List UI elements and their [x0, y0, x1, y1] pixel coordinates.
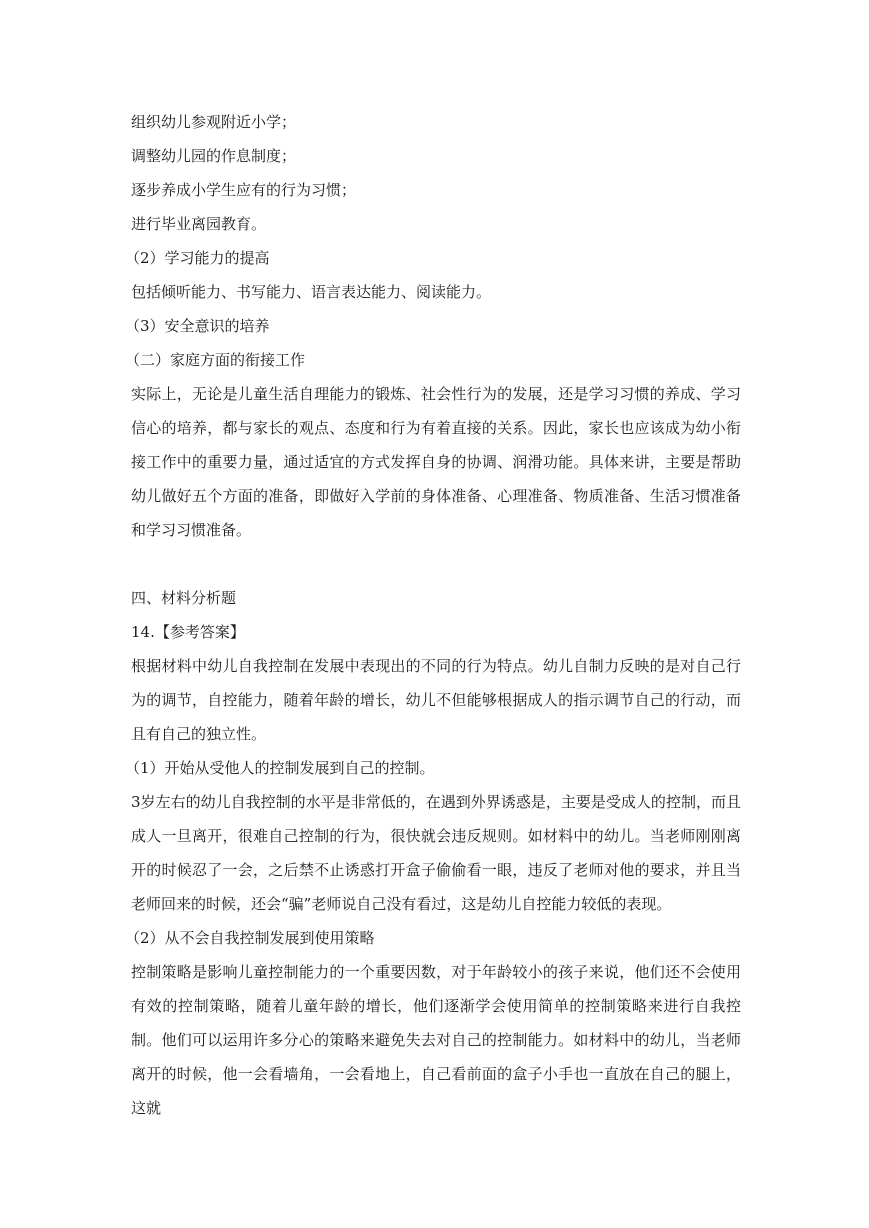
- answer-label: 14.【参考答案】: [131, 623, 245, 641]
- paragraph-family: 实际上，无论是儿童生活自理能力的锻炼、社会性行为的发展，还是学习习惯的养成、学习信心的培养，都与家长的观点、态度和行为有着直接的关系。因此，家长也应该成为幼小衔接工作中的重要力量，通过适宜的方式发挥自身的协调、润滑功能。具体来讲，主要是帮助幼儿做好五个方面的准备，即做好入学前的身体准备、心理准备、物质准备、生活习惯准备和学习习惯准备。: [131, 385, 741, 539]
- paragraph-learning-ability: 包括倾听能力、书写能力、语言表达能力、阅读能力。: [131, 283, 492, 301]
- subheading-family: （二）家庭方面的衔接工作: [125, 351, 306, 369]
- section-spacer: [131, 547, 741, 581]
- subheading-learning-ability: （2）学习能力的提高: [125, 249, 270, 267]
- document-body: [125, 105, 741, 1125]
- subheading-safety: （3）安全意识的培养: [125, 317, 270, 335]
- subheading-point-1: （1）开始从受他人的控制发展到自己的控制。: [125, 759, 435, 777]
- subheading-point-2: （2）从不会自我控制发展到使用策略: [125, 929, 375, 947]
- list-line-adjust-schedule: 调整幼儿园的作息制度；: [131, 147, 297, 165]
- paragraph-point-1: 3岁左右的幼儿自我控制的水平是非常低的，在遇到外界诱惑是，主要是受成人的控制，而且成人一旦离开，很难自己控制的行为，很快就会违反规则。如材料中的幼儿。当老师刚刚离开的时候忍了一会，之后禁不止诱惑打开盒子偷偷看一眼，违反了老师对他的要求，并且当老师回来的时候，还会“骗”老师说自己没有看过，这是幼儿自控能力较低的表现。: [131, 793, 741, 913]
- paragraph-point-2: 控制策略是影响儿童控制能力的一个重要因数，对于年龄较小的孩子来说，他们还不会使用有效的控制策略，随着儿童年龄的增长，他们逐渐学会使用简单的控制策略来进行自我控制。他们可以运用许多分心的策略来避免失去对自己的控制能力。如材料中的幼儿，当老师离开的时候，他一会看墙角，一会看地上，自己看前面的盒子小手也一直放在自己的腿上，这就: [131, 963, 741, 1117]
- list-line-visit-school: 组织幼儿参观附近小学；: [131, 113, 297, 131]
- section-heading-material-analysis: 四、材料分析题: [131, 589, 237, 607]
- list-line-graduation: 进行毕业离园教育。: [131, 215, 267, 233]
- list-line-habits: 逐步养成小学生应有的行为习惯；: [131, 181, 357, 199]
- paragraph-answer-intro: 根据材料中幼儿自我控制在发展中表现出的不同的行为特点。幼儿自制力反映的是对自己行为的调节，自控能力，随着年龄的增长，幼儿不但能够根据成人的指示调节自己的行动，而且有自己的独立性。: [131, 657, 741, 743]
